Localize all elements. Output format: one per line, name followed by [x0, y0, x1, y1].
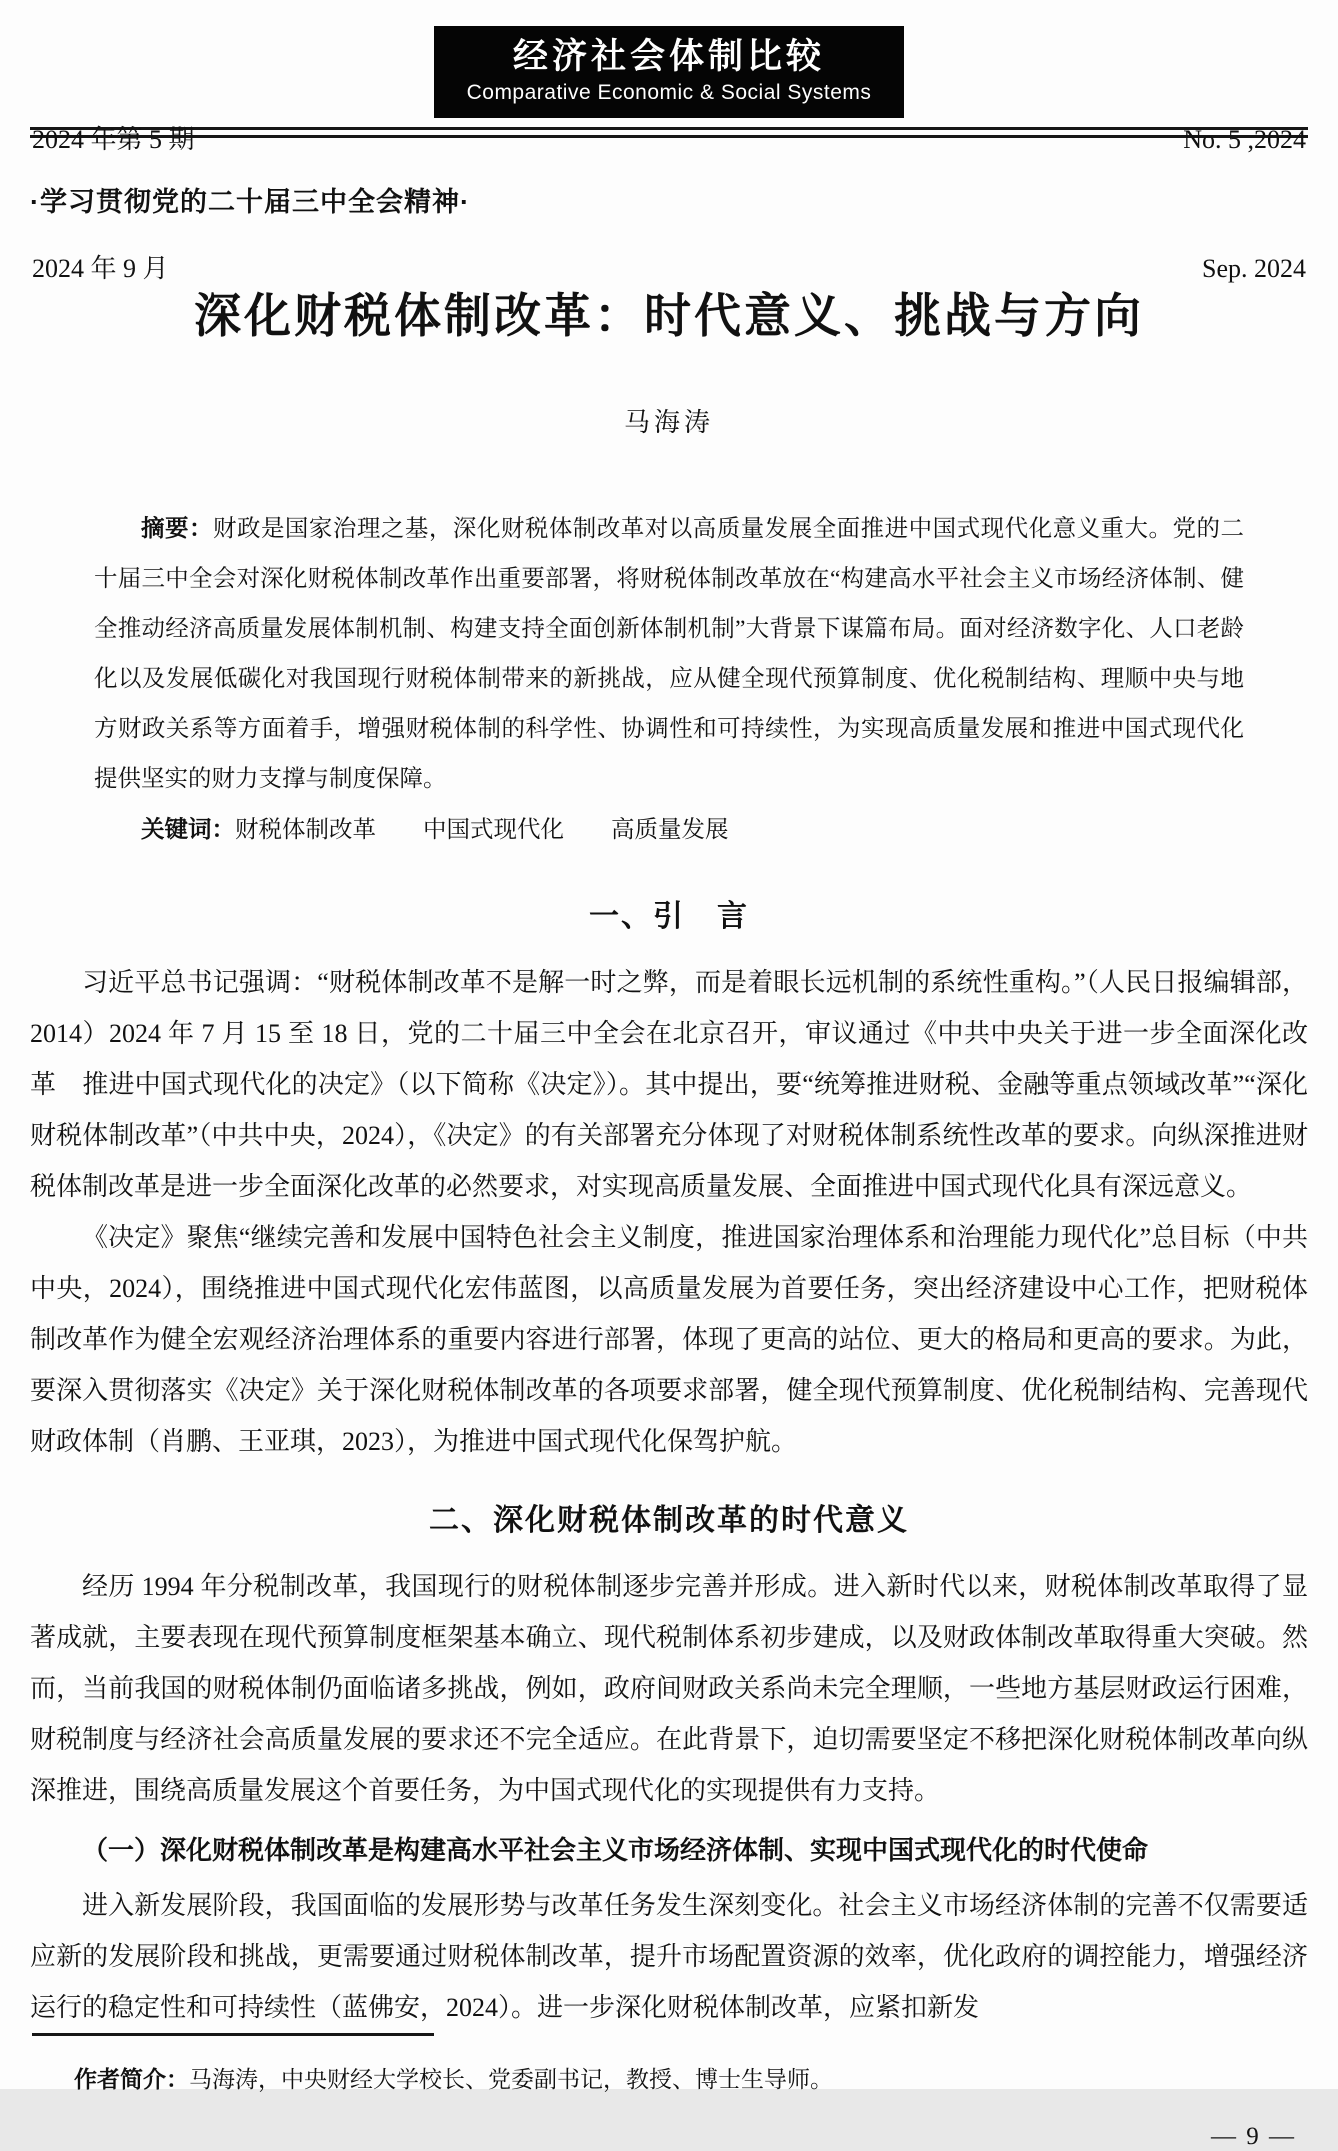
keywords-line	[94, 804, 1244, 855]
article-title: 深化财税体制改革：时代意义、挑战与方向	[194, 291, 1144, 343]
paragraph-intro-2: 《决定》聚焦“继续完善和发展中国特色社会主义制度，推进国家治理体系和治理能力现代化”总目标（中共中央，2024），围绕推进中国式现代化宏伟蓝图，以高质量发展为首要任务，突出经济建设中心工作，把财税体制改革作为健全宏观经济治理体系的重要内容进行部署，体现了更高的站位、更大的格局和更高的要求。为此，要深入贯彻落实《决定》关于深化财税体制改革的各项要求部署，健全现代预算制度、优化税制结构、完善现代财政体制（肖鹏、王亚琪，2023），为推进中国式现代化保驾护航。	[30, 1223, 1308, 1456]
issue-info-right	[1183, 32, 1306, 376]
keywords-label: 关键词：	[141, 816, 235, 842]
header-divider	[30, 127, 1308, 138]
author-bio-label: 作者简介：	[74, 2066, 189, 2092]
journal-title-en: Comparative Economic & Social Systems	[466, 81, 872, 104]
author-bio	[74, 2062, 1308, 2097]
issue-number-cn: 2024 年第 5 期	[32, 125, 195, 154]
paragraph-section2-1: 经历 1994 年分税制改革，我国现行的财税体制逐步完善并形成。进入新时代以来，财税体制改革取得了显著成就，主要表现在现代预算制度框架基本确立、现代税制体系初步建成，以及财政体制改革取得重大突破。然而，当前我国的财税体制仍面临诸多挑战，例如，政府间财政关系尚未完全理顺，一些地方基层财政运行困难，财税制度与经济社会高质量发展的要求还不完全适应。在此背景下，迫切需要坚定不移把深化财税体制改革向纵深推进，围绕高质量发展这个首要任务，为中国式现代化的实现提供有力支持。	[30, 1572, 1308, 1805]
page-number: — 9 —	[1211, 2123, 1296, 2150]
issue-number-en: No. 5 ,2024	[1183, 125, 1306, 154]
abstract-label: 摘要：	[141, 515, 213, 541]
paragraph-intro-1: 习近平总书记强调：“财税体制改革不是解一时之弊，而是着眼长远机制的系统性重构。”（人民日报编辑部，2014）2024 年 7 月 15 至 18 日，党的二十届三中全会在北京召开，审议通过《中共中央关于进一步全面深化改革 推进中国式现代化的决定》（以下简称《决定》）。其中提出，要“统筹推进财税、金融等重点领域改革”“深化财税体制改革”（中共中央，2024），《决定》的有关部署充分体现了对财税体制系统性改革的要求。向纵深推进财税体制改革是进一步全面深化改革的必然要求，对实现高质量发展、全面推进中国式现代化具有深远意义。	[30, 968, 1308, 1201]
journal-title-box	[434, 26, 904, 118]
column-label: ·学习贯彻党的二十届三中全会精神·	[30, 187, 470, 217]
abstract-block	[94, 503, 1244, 855]
article-body	[30, 863, 1308, 2033]
abstract-paragraph	[94, 503, 1244, 804]
article-author: 马海涛	[623, 408, 714, 437]
section-heading-1: 一、引 言	[589, 900, 749, 933]
issue-date-en: Sep. 2024	[1202, 254, 1306, 283]
issue-month-cn: 2024 年 9 月	[32, 254, 169, 283]
journal-title-cn: 经济社会体制比较	[512, 37, 825, 76]
subsection-heading-2-1: （一）深化财税体制改革是构建高水平社会主义市场经济体制、实现中国式现代化的时代使命	[82, 1835, 1149, 1865]
section-heading-2: 二、深化财税体制改革的时代意义	[429, 1504, 909, 1537]
page-footer	[30, 2033, 1308, 2151]
keywords-text: 财税体制改革 中国式现代化 高质量发展	[235, 817, 729, 843]
paragraph-subsection-1: 进入新发展阶段，我国面临的发展形势与改革任务发生深刻变化。社会主义市场经济体制的完善不仅需要适应新的发展阶段和挑战，更需要通过财税体制改革，提升市场配置资源的效率，优化政府的调控能力，增强经济运行的稳定性和可持续性（蓝佛安，2024）。进一步深化财税体制改革，应紧扣新发	[30, 1891, 1308, 2022]
abstract-text: 财政是国家治理之基，深化财税体制改革对以高质量发展全面推进中国式现代化意义重大。党的二十届三中全会对深化财税体制改革作出重要部署，将财税体制改革放在“构建高水平社会主义市场经济体制、健全推动经济高质量发展体制机制、构建支持全面创新体制机制”大背景下谋篇布局。面对经济数字化、人口老龄化以及发展低碳化对我国现行财税体制带来的新挑战，应从健全现代预算制度、优化税制结构、理顺中央与地方财政关系等方面着手，增强财税体制的科学性、协调性和可持续性，为实现高质量发展和推进中国式现代化提供坚实的财力支撑与制度保障。	[94, 516, 1245, 792]
issue-info-left	[32, 32, 195, 376]
footnote-divider	[32, 2033, 434, 2036]
author-bio-text: 马海涛，中央财经大学校长、党委副书记，教授、博士生导师。	[189, 2067, 833, 2092]
